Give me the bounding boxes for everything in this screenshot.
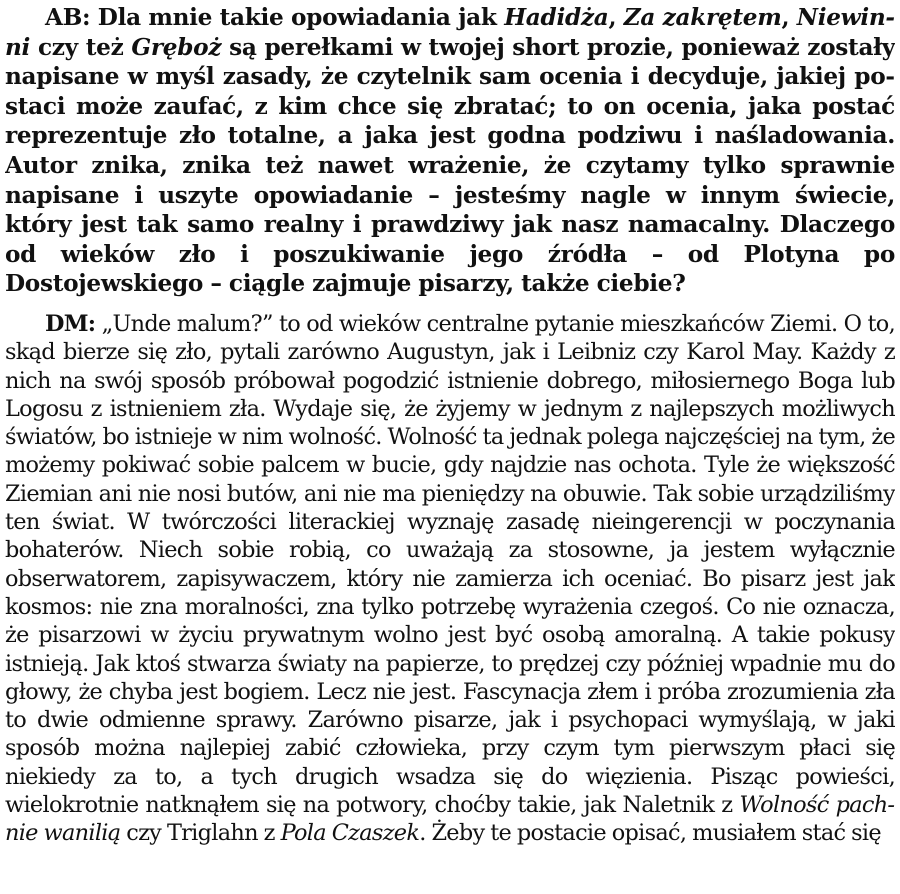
answer-paragraph (5, 299, 895, 848)
question-body (5, 4, 895, 297)
body-text: Dla mnie takie opowiadania jak (90, 4, 505, 31)
body-text: czy Triglahn z (120, 820, 281, 847)
italic-title-text: Pola Czaszek (280, 820, 420, 847)
body-text: „Unde malum?” to od wieków centralne pytanie mieszkańców Ziemi. O to, skąd bierze się zło, pytali zarówno Augustyn, jak i Leibniz czy Karol May. Każdy z nich na swój sposób próbował pogodzić istnienie dobrego, miłosiernego Boga lub Logosu z istnieniem zła. Wydaje się, że żyjemy w jednym z najlepszych możliwych światów, bo istnieje w nim wolność. Wolność ta jednak polega najczęściej na tym, że możemy pokiwać sobie palcem w bucie, gdy najdzie nas ochota. Tyle że większość Ziemian ani nie nosi butów, ani nie ma pieniędzy na obuwie. Tak sobie urządziliśmy ten świat. W twórczości literackiej wyznaję zasadę nieingerencji w poczynania bohaterów. Niech sobie robią, co uważają za stosowne, ja jestem wyłącznie obserwatorem, zapisywaczem, który nie zamierza ich oceniać. Bo pisarz jest jak kosmos: nie zna moralności, zna tylko potrzebę wyrażenia czegoś. Co nie oznacza, że pisarzowi w życiu prywatnym wolno jest być osobą amoralną. A takie pokusy istnieją. Jak ktoś stwarza światy na papierze, to prędzej czy później wpadnie mu do głowy, że chyba jest bogiem. Lecz nie jest. Fascynacja złem i próba zrozumienia zła to dwie odmienne sprawy. Zarówno pisarze, jak i psychopaci wymyślają, w jaki sposób można najlepiej zabić człowieka, przy czym tym pierwszym płaci się niekiedy za to, a tych drugich wsadza się do więzienia. Pisząc powieści, wielokrotnie natknąłem się na potwory, choćby takie, jak Naletnik z (5, 310, 895, 818)
answer-body (5, 311, 895, 846)
question-paragraph (5, 0, 895, 299)
italic-title-text: Niewinni (5, 4, 895, 61)
body-text: . Żeby te postacie opisać, musiałem stać się (419, 820, 881, 847)
question-speaker: AB: (45, 4, 91, 31)
answer-speaker: DM: (45, 310, 96, 337)
document-page (5, 0, 895, 894)
body-text: czy też (30, 33, 132, 61)
italic-title-text: Za zakrętem (623, 4, 782, 31)
italic-title-text: Hadidża (504, 4, 609, 31)
body-text: są perełkami w twojej short prozie, ponieważ zostały napisane w myśl zasady, że czytelnik sam ocenia i decyduje, jakiej postaci może zaufać, z kim chce się zbratać; to on ocenia, jaka postać reprezentuje zło totalne, a jaka jest godna podziwu i naśladowania. Autor znika, znika też nawet wrażenie, że czytamy tylko sprawnie napisane i uszyte opowiadanie – jesteśmy nagle w innym świecie, który jest tak samo realny i prawdziwy jak nasz namacalny. Dlaczego od wieków zło i poszukiwanie jego źródła – od Plotyna po Dostojewskiego – ciągle zajmuje pisarzy, także ciebie? (5, 33, 895, 298)
body-text: , (781, 4, 797, 31)
italic-title-text: Gręboż (131, 33, 222, 61)
italic-title-text: Wolność pachnie wanilią (5, 791, 895, 847)
body-text: , (608, 4, 624, 31)
